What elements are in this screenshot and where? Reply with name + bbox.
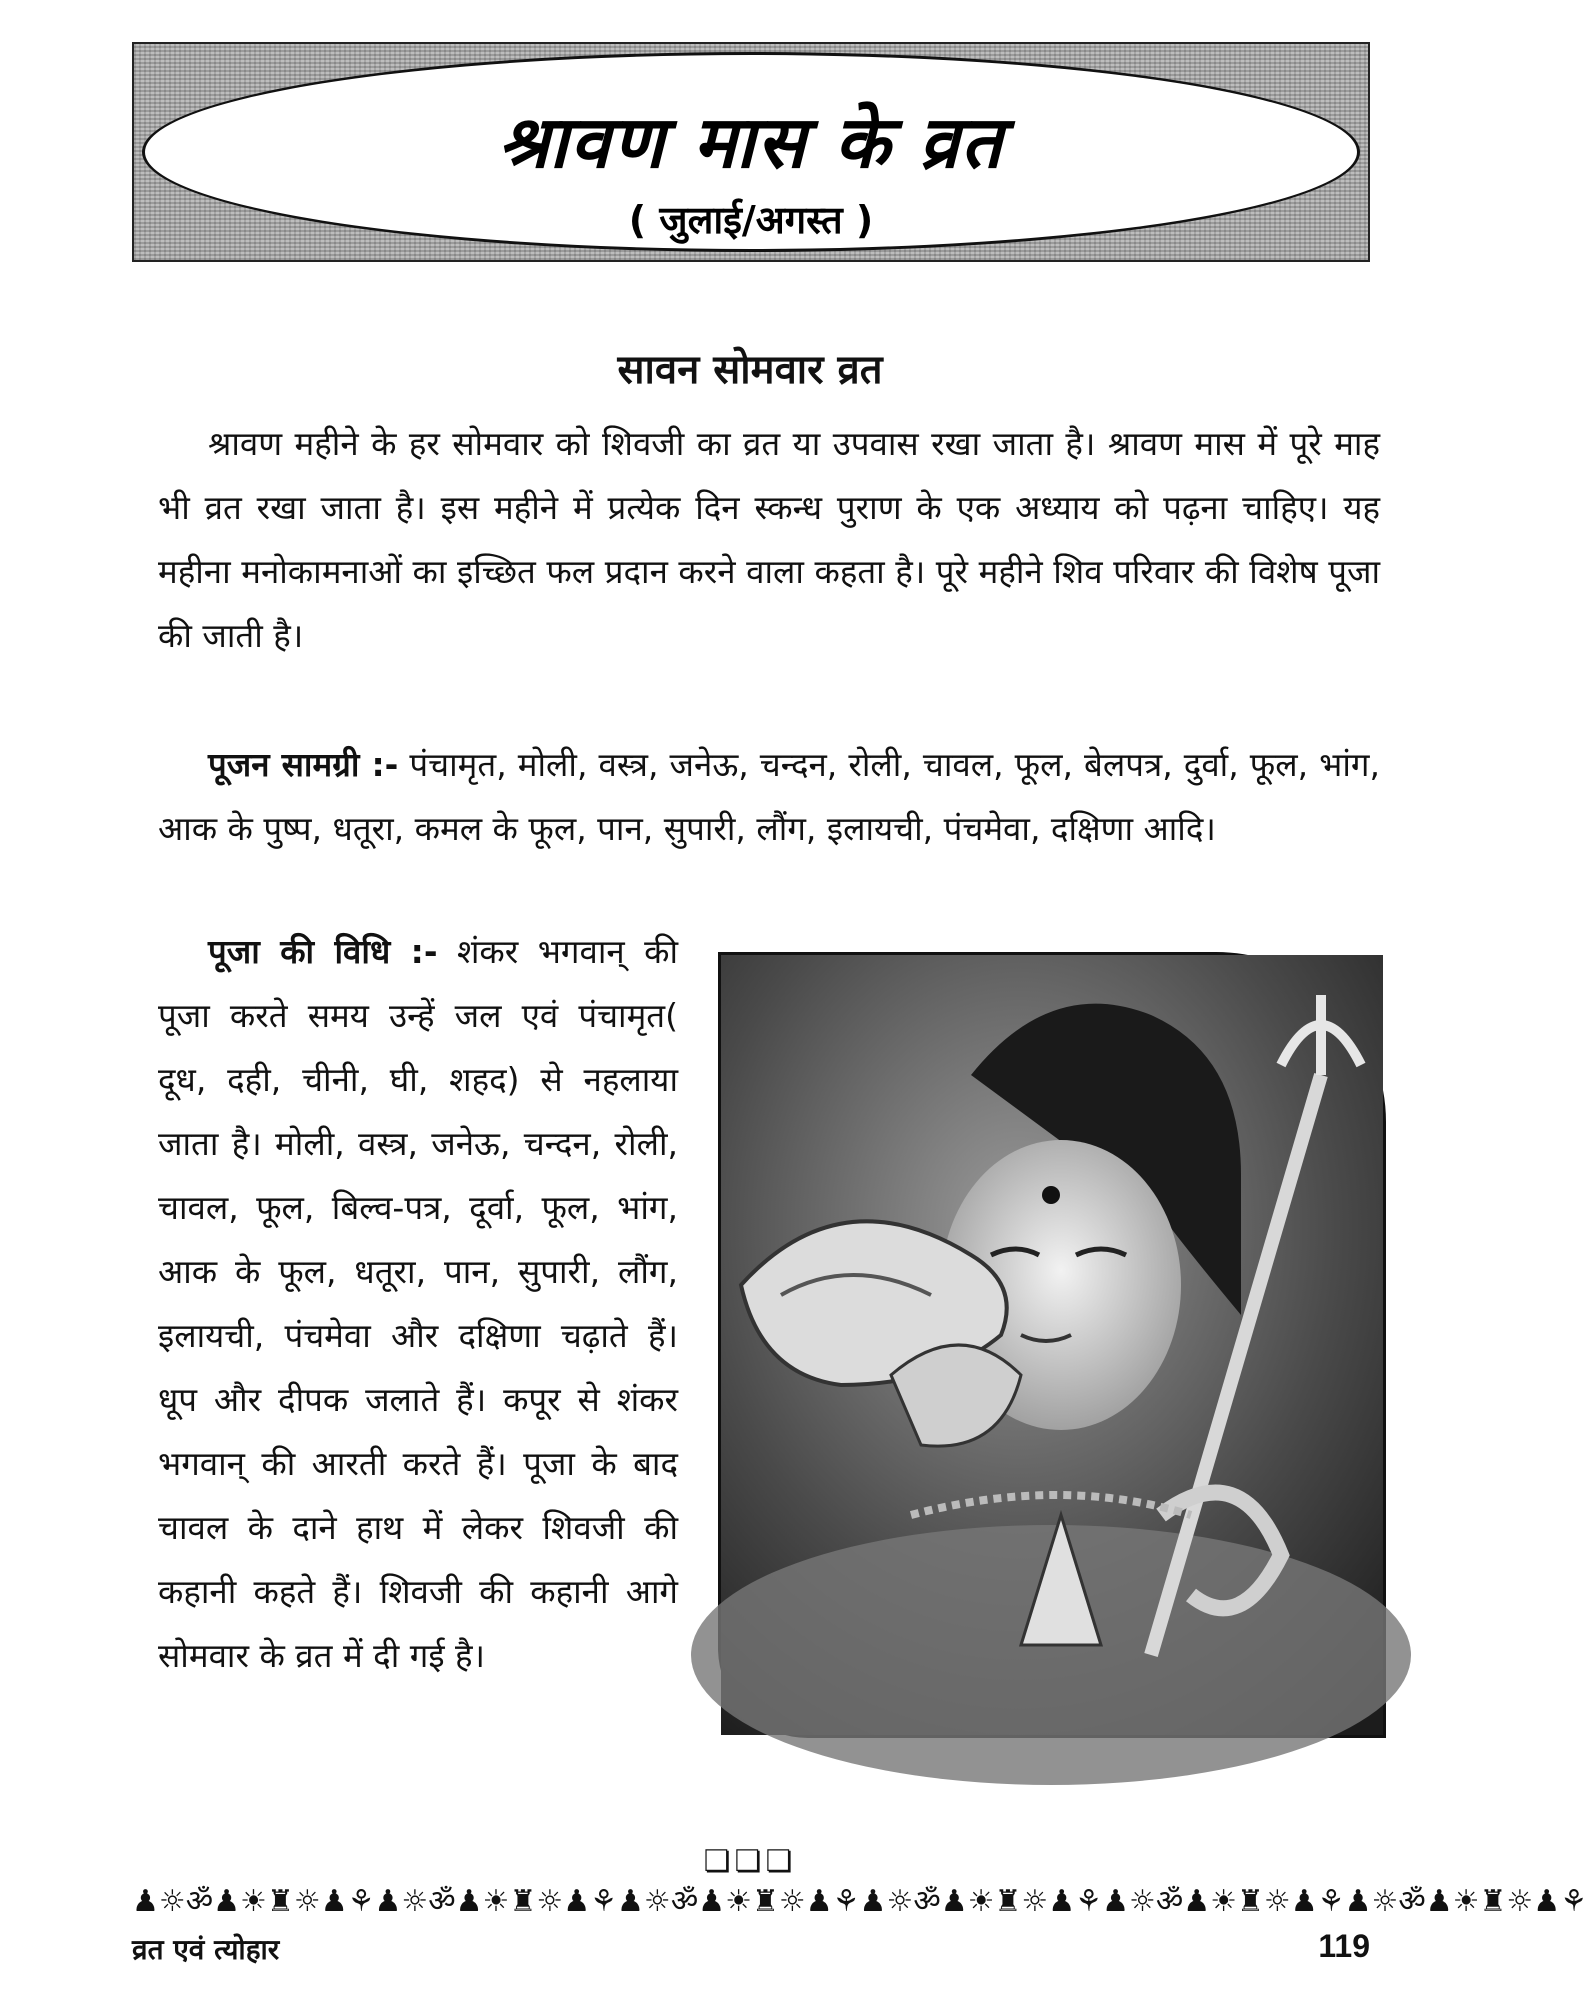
page-title: श्रावण मास के व्रत [498, 99, 1004, 184]
intro-paragraph: श्रावण महीने के हर सोमवार को शिवजी का व्रत या उपवास रखा जाता है। श्रावण मास में पूरे माह भी व्रत रखा जाता है। इस महीने में प्रत्येक दिन स्कन्ध पुराण के एक अध्याय को पढ़ना चाहिए। यह महीना मनोकामनाओं का इच्छित फल प्रदान करने वाला कहता है। पूरे महीने शिव परिवार की विशेष पूजा की जाती है। [158, 424, 1380, 655]
page-number: 119 [1318, 1928, 1370, 1964]
samagri-text: पंचामृत, मोली, वस्त्र, जनेऊ, चन्दन, रोली, चावल, फूल, बेलपत्र, दुर्वा, फूल, भांग, आक के पुष्प, धतूरा, कमल के फूल, पान, सुपारी, लौंग, इलायची, पंचमेवा, दक्षिणा आदि। [158, 745, 1380, 848]
vidhi-label: पूजा की विधि :- [208, 932, 438, 971]
samagri-label: पूजन सामग्री :- [208, 745, 399, 784]
samagri-paragraph [158, 733, 1380, 861]
bindi-mark [1042, 1186, 1060, 1204]
footer-book-title: व्रत एवं त्योहार [132, 1933, 280, 1966]
section-title: सावन सोमवार व्रत [617, 347, 883, 393]
vidhi-text: शंकर भगवान् की पूजा करते समय उन्हें जल एवं पंचामृत( दूध, दही, चीनी, घी, शहद) से नहलाया जाता है। मोली, वस्त्र, जनेऊ, चन्दन, रोली, चावल, फूल, बिल्व-पत्र, दूर्वा, फूल, भांग, आक के फूल, धतूरा, पान, सुपारी, लौंग, इलायची, पंचमेवा और दक्षिणा चढ़ाते हैं। धूप और दीपक जलाते हैं। कपूर से शंकर भगवान् की आरती करते हैं। पूजा के बाद चावल के दाने हाथ में लेकर शिवजी की कहानी कहते हैं। शिवजी की कहानी आगे सोमवार के व्रत में दी गई है। [158, 932, 678, 1675]
header-oval [142, 52, 1360, 252]
page-subtitle: ( जुलाई/अगस्त ) [628, 198, 874, 242]
decorative-border: ♟☼ॐ♟☀♜☼♟⚘♟☼ॐ♟☀♜☼♟⚘♟☼ॐ♟☀♜☼♟⚘♟☼ॐ♟☀♜☼♟⚘♟☼ॐ♟☀♜☼♟⚘♟☼ॐ♟☀♜☼♟⚘ [132, 1884, 1587, 1919]
shiva-illustration [718, 952, 1386, 1738]
shiva-illustration-art [721, 955, 1383, 1735]
header-banner [132, 42, 1370, 262]
vidhi-paragraph [158, 920, 678, 1688]
section-end-mark: ❏❏❏ [703, 1844, 797, 1879]
